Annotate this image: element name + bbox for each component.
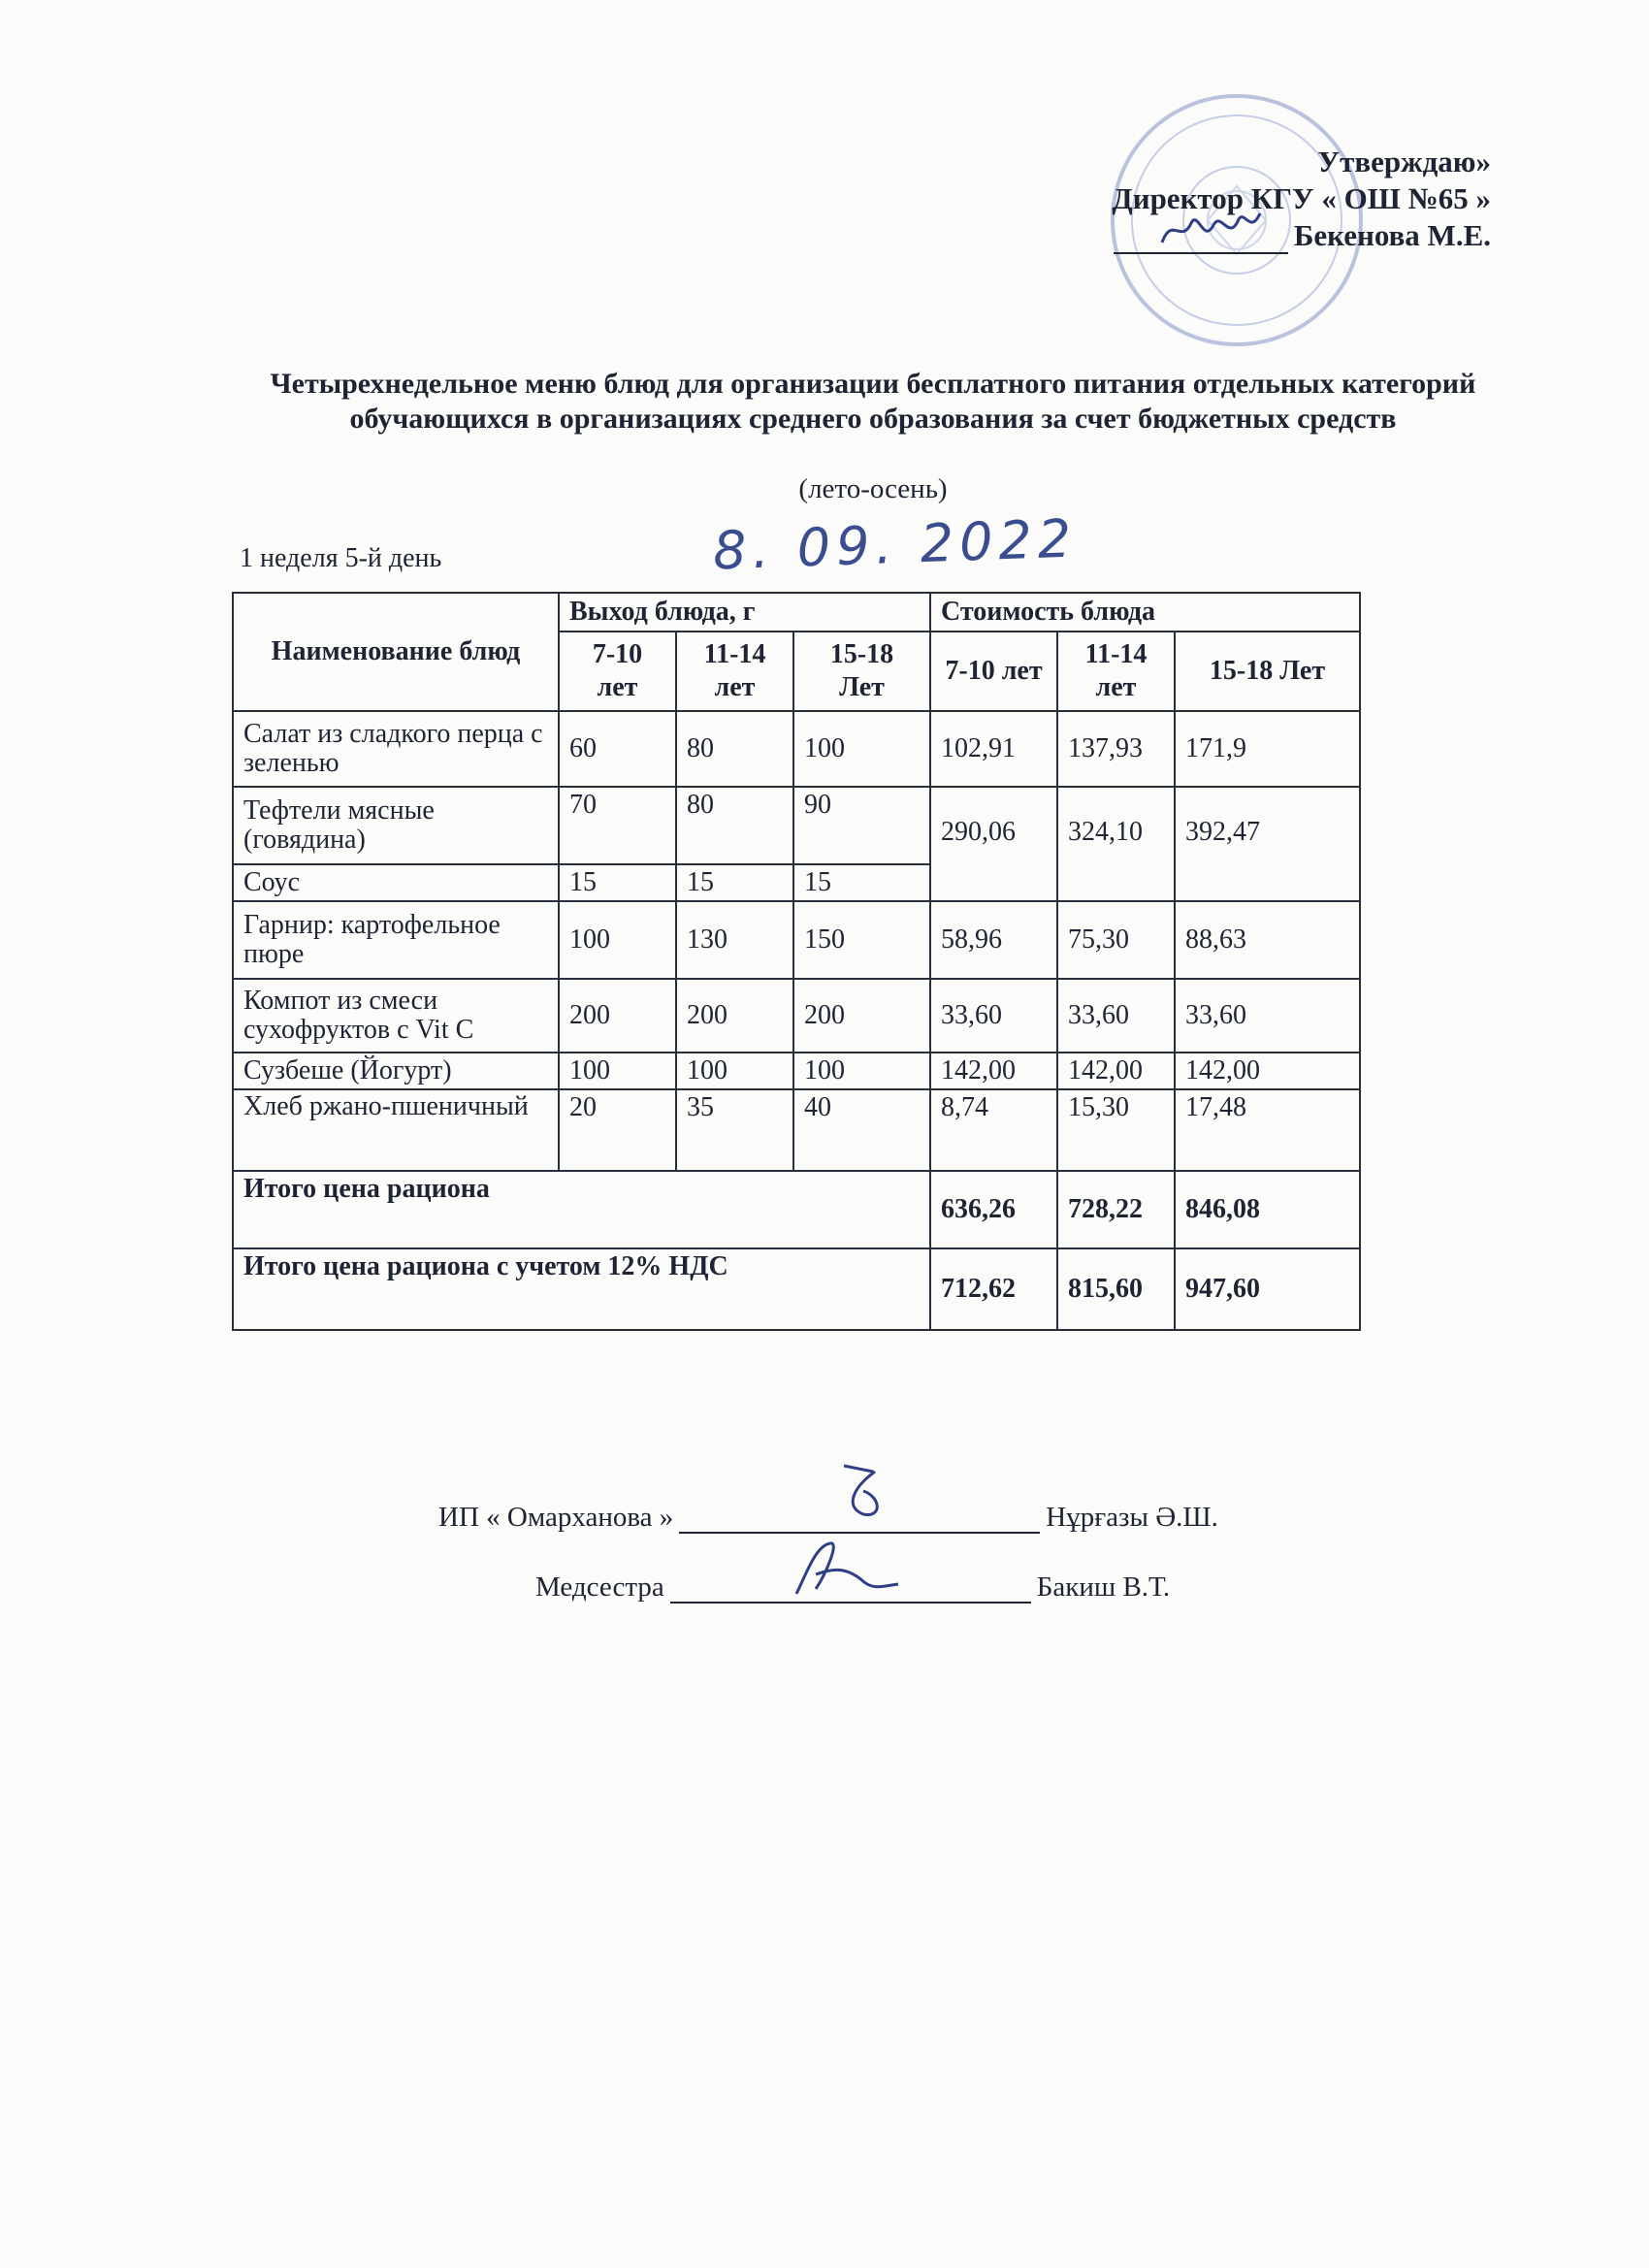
weight-cell: 80 [676, 711, 793, 787]
total-vat-cell: 815,60 [1057, 1248, 1175, 1330]
weight-cell: 130 [676, 901, 793, 979]
weight-cell: 60 [559, 711, 676, 787]
cost-cell: 102,91 [930, 711, 1057, 787]
cost-cell: 142,00 [1175, 1053, 1360, 1089]
approval-line1: Утверждаю» [1317, 145, 1491, 178]
table-row [233, 787, 1360, 864]
header-age-group: 15-18 Лет [793, 632, 930, 711]
weight-cell: 200 [793, 979, 930, 1053]
table-row [233, 979, 1360, 1053]
total-vat-cell: 947,60 [1175, 1248, 1360, 1330]
season-label: (лето-осень) [798, 473, 948, 504]
header-output: Выход блюда, г [559, 593, 930, 632]
weight-cell: 150 [793, 901, 930, 979]
director-signature-line [1114, 225, 1288, 254]
document-title: Четырехнедельное меню блюд для организации бесплатного питания отдельных категорий обучающихся в организациях среднего образования за счет бюджетных средств [270, 368, 1476, 435]
director-name: Бекенова М.Е. [1293, 218, 1491, 252]
header-age-group: 15-18 Лет [1175, 632, 1360, 711]
header-age-group: 11-14 лет [676, 632, 793, 711]
dish-name: Хлеб ржано-пшеничный [233, 1089, 559, 1171]
table-row [233, 1089, 1360, 1171]
cost-cell: 33,60 [1057, 979, 1175, 1053]
dish-name: Тефтели мясные (говядина) [233, 787, 559, 864]
weight-cell: 100 [559, 1053, 676, 1089]
header-age-group: 11-14 лет [1057, 632, 1175, 711]
ip-signature-icon [824, 1458, 902, 1526]
nurse-name: Бакиш В.Т. [1036, 1571, 1171, 1603]
dish-name: Соус [233, 864, 559, 901]
weight-cell: 15 [676, 864, 793, 901]
approval-line2: Директор КГУ « ОШ №65 » [1112, 181, 1491, 215]
weight-cell: 70 [559, 787, 676, 864]
header-age-group: 7-10 лет [559, 632, 676, 711]
cost-cell: 392,47 [1175, 787, 1360, 901]
cost-cell: 142,00 [1057, 1053, 1175, 1089]
director-signature-icon [1157, 206, 1264, 254]
menu-table [232, 592, 1361, 1331]
week-day-label: 1 неделя 5-й день [240, 543, 442, 573]
cost-cell: 33,60 [930, 979, 1057, 1053]
table-row [233, 711, 1360, 787]
total-cell: 636,26 [930, 1171, 1057, 1248]
weight-cell: 15 [559, 864, 676, 901]
nurse-label: Медсестра [535, 1571, 664, 1603]
dish-name: Салат из сладкого перца с зеленью [233, 711, 559, 787]
dish-name: Сузбеше (Йогурт) [233, 1053, 559, 1089]
header-cost: Стоимость блюда [930, 593, 1360, 632]
cost-cell: 142,00 [930, 1053, 1057, 1089]
approval-block [1112, 144, 1491, 254]
weight-cell: 20 [559, 1089, 676, 1171]
weight-cell: 100 [793, 711, 930, 787]
header-dish-name: Наименование блюд [233, 593, 559, 711]
weight-cell: 35 [676, 1089, 793, 1171]
weight-cell: 200 [676, 979, 793, 1053]
ip-name: Нұрғазы Ә.Ш. [1046, 1502, 1218, 1533]
total-vat-row [233, 1248, 1360, 1330]
total-cell: 846,08 [1175, 1171, 1360, 1248]
cost-cell: 33,60 [1175, 979, 1360, 1053]
cost-cell: 58,96 [930, 901, 1057, 979]
weight-cell: 100 [793, 1053, 930, 1089]
cost-cell: 324,10 [1057, 787, 1175, 901]
cost-cell: 137,93 [1057, 711, 1175, 787]
weight-cell: 40 [793, 1089, 930, 1171]
dish-name: Компот из смеси сухофруктов с Vit C [233, 979, 559, 1053]
handwritten-date: 8. 09. 2022 [712, 507, 1079, 582]
cost-cell: 88,63 [1175, 901, 1360, 979]
cost-cell: 15,30 [1057, 1089, 1175, 1171]
weight-cell: 100 [676, 1053, 793, 1089]
cost-cell: 8,74 [930, 1089, 1057, 1171]
total-cell: 728,22 [1057, 1171, 1175, 1248]
ip-signature-line [679, 1507, 1040, 1534]
dish-name: Гарнир: картофельное пюре [233, 901, 559, 979]
total-row [233, 1171, 1360, 1248]
weight-cell: 80 [676, 787, 793, 864]
table-row [233, 901, 1360, 979]
total-vat-cell: 712,62 [930, 1248, 1057, 1330]
total-vat-label: Итого цена рациона с учетом 12% НДС [233, 1248, 930, 1330]
ip-signature-row [438, 1502, 1218, 1534]
weight-cell: 200 [559, 979, 676, 1053]
cost-cell: 171,9 [1175, 711, 1360, 787]
ip-label: ИП « Омарханова » [438, 1502, 674, 1533]
weight-cell: 15 [793, 864, 930, 901]
cost-cell: 17,48 [1175, 1089, 1360, 1171]
cost-cell: 75,30 [1057, 901, 1175, 979]
table-row [233, 1053, 1360, 1089]
cost-cell: 290,06 [930, 787, 1057, 901]
nurse-signature-row [535, 1571, 1170, 1604]
weight-cell: 90 [793, 787, 930, 864]
nurse-signature-line [670, 1576, 1031, 1604]
weight-cell: 100 [559, 901, 676, 979]
nurse-signature-icon [787, 1536, 903, 1604]
total-label: Итого цена рациона [233, 1171, 930, 1248]
header-age-group: 7-10 лет [930, 632, 1057, 711]
